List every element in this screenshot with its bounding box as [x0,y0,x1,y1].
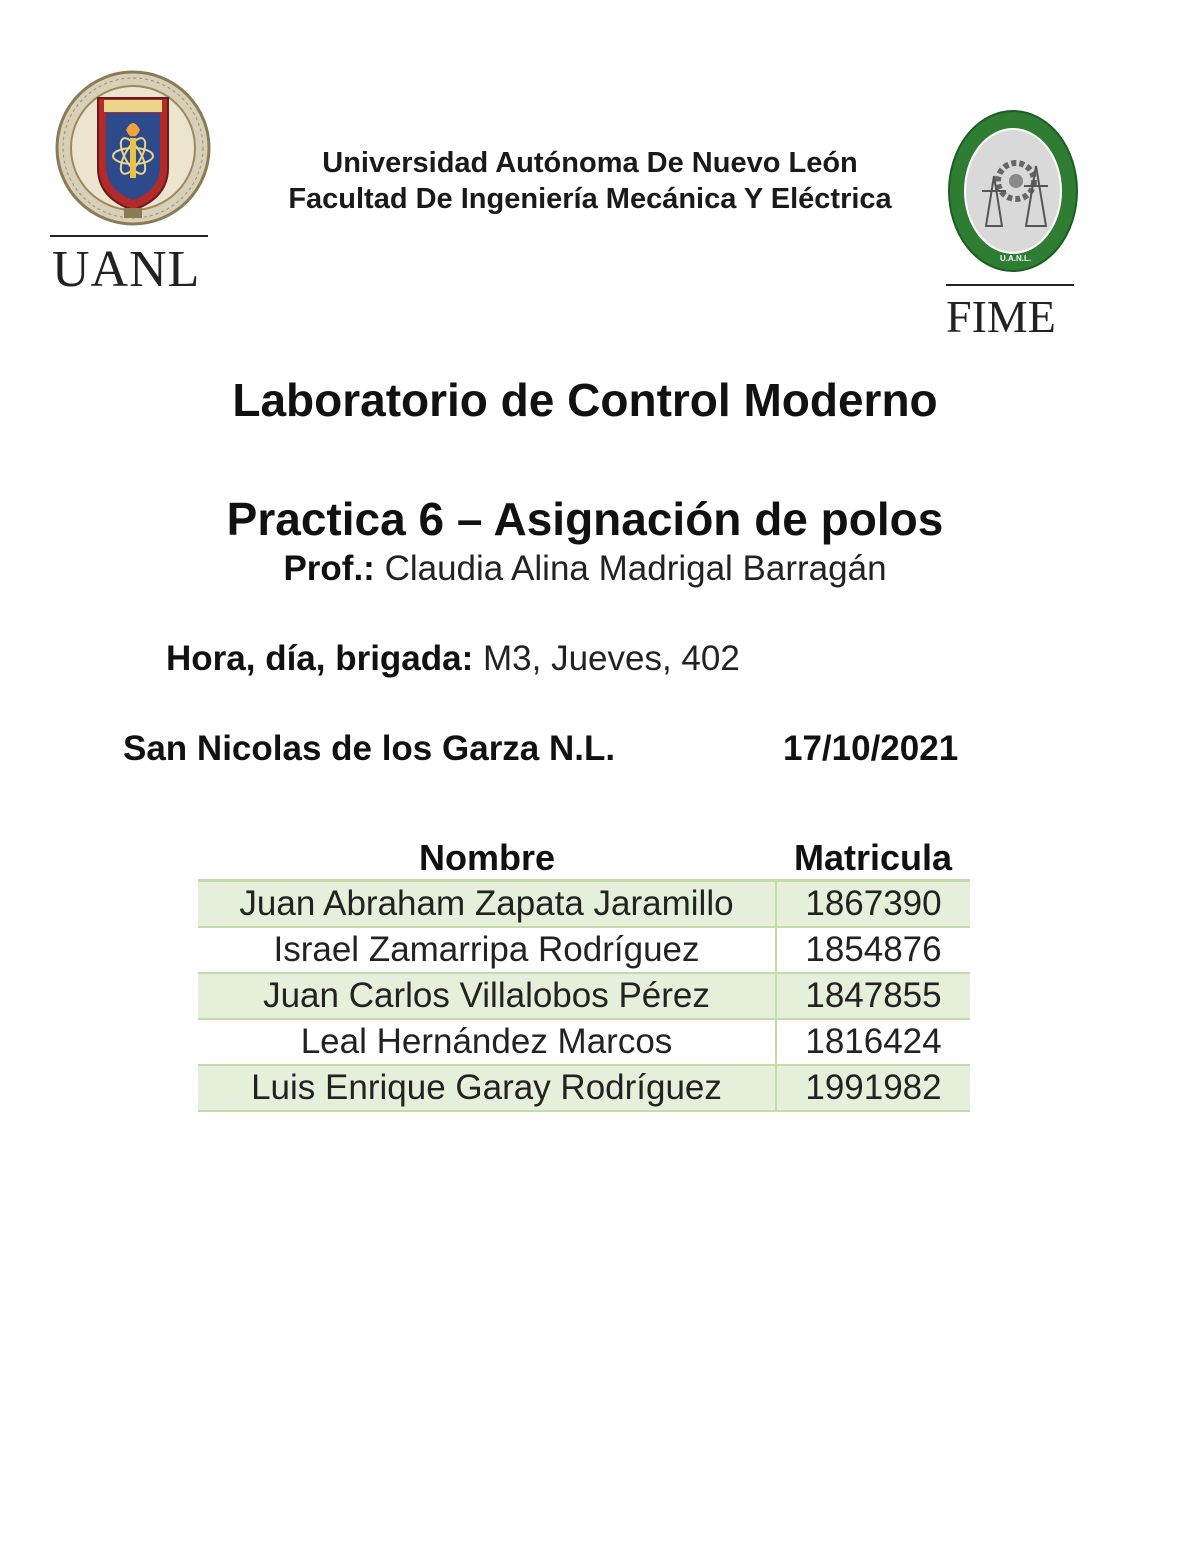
institution-header [240,145,940,217]
student-id: 1854876 [776,927,970,973]
fime-seal-bottom-text: U.A.N.L. [1000,254,1032,263]
location-date: 17/10/2021 [783,729,959,768]
table-row [198,1019,970,1065]
table-row [198,881,970,928]
student-name: Leal Hernández Marcos [198,1019,776,1065]
table-row [198,927,970,973]
university-name: Universidad Autónoma De Nuevo León [322,147,858,179]
fime-wordmark: FIME [946,291,1056,342]
header-nombre: Nombre [198,835,776,881]
professor-name: Claudia Alina Madrigal Barragán [384,549,887,588]
practice-title: Practica 6 – Asignación de polos [226,493,944,545]
uanl-logo [48,68,228,308]
lab-title: Laboratorio de Control Moderno [232,374,938,426]
student-id: 1991982 [776,1065,970,1111]
schedule-line [166,639,740,679]
schedule-label: Hora, día, brigada: [166,639,474,678]
student-id: 1867390 [776,881,970,928]
professor-line [0,549,1170,589]
professor-label: Prof.: [283,549,375,588]
header-matricula: Matricula [776,835,970,881]
student-id: 1816424 [776,1019,970,1065]
student-name: Israel Zamarripa Rodríguez [198,927,776,973]
faculty-name: Facultad De Ingeniería Mecánica Y Eléctrica [288,183,892,215]
table-row [198,1065,970,1111]
student-name: Luis Enrique Garay Rodríguez [198,1065,776,1111]
location-place: San Nicolas de los Garza N.L. [123,729,616,768]
table-row [198,973,970,1019]
fime-logo [938,96,1088,346]
student-id: 1847855 [776,973,970,1019]
students-table [198,835,970,1112]
table-header-row [198,835,970,881]
student-name: Juan Carlos Villalobos Pérez [198,973,776,1019]
schedule-value: M3, Jueves, 402 [483,639,740,678]
uanl-wordmark: UANL [52,241,201,298]
fime-divider [946,284,1074,286]
student-name: Juan Abraham Zapata Jaramillo [198,881,776,928]
